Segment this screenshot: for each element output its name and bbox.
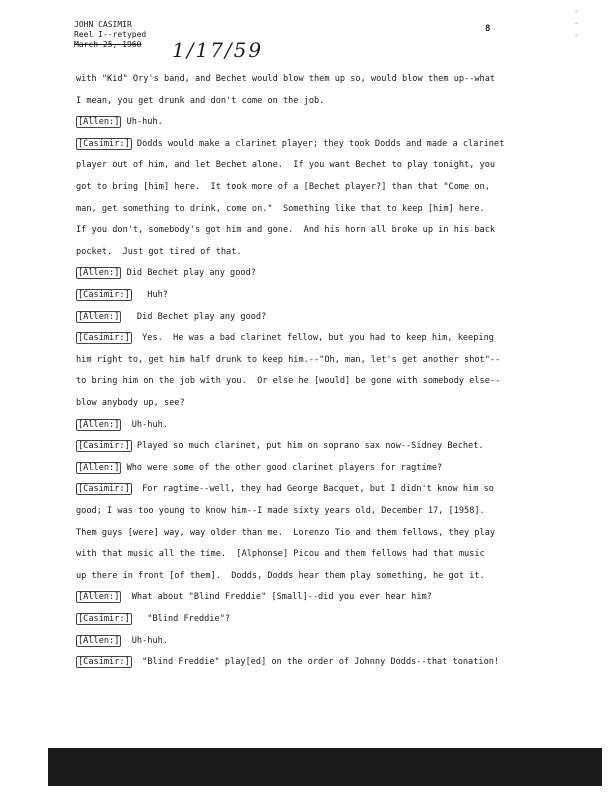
transcript-line: good; I was too young to know him--I made sixty years old, December 17, [1958]. [76, 506, 485, 516]
margin-mark: · · · [574, 8, 579, 40]
speaker-label: [Casimir:] [78, 614, 130, 624]
speech-text: Uh-huh. [121, 419, 168, 430]
speech-text: "Blind Freddie"? [131, 614, 231, 624]
transcript-line: him right to, get him half drunk to keep him.--"Oh, man, let's get another shot"-- [76, 354, 501, 365]
speaker-label: [Casimir:] [78, 441, 130, 452]
speech-text: "Blind Freddie" play[ed] on the order of Johnny Dodds--that tonation! [131, 657, 500, 668]
transcript-line: If you don't, somebody's got him and gone. And his horn all broke up in his back [76, 225, 496, 236]
speech-text: Yes. He was a bad clarinet fellow, but you had to keep him, keeping [131, 333, 494, 344]
speaker-label: [Allen:] [78, 462, 120, 473]
speech-text: Who were some of the other good clarinet players for ragtime? [121, 462, 443, 473]
reel-label: Reel I--retyped [74, 30, 147, 39]
interviewee-name: JOHN CASIMIR [74, 20, 132, 29]
handwritten-date: 1/17/59 [172, 38, 264, 62]
transcript-line: I mean, you get drunk and don't come on the job. [76, 95, 325, 106]
scan-footer-bar [48, 748, 602, 786]
transcript-line: with that music all the time. [Alphonse] Picou and them fellows had that music [76, 549, 485, 560]
speech-text: Huh? [131, 290, 168, 300]
speaker-label: [Allen:] [78, 635, 120, 646]
transcript-line [76, 484, 494, 495]
speech-text: Did Bechet play any good? [121, 311, 267, 322]
transcript-line [76, 592, 432, 603]
transcript-line [76, 117, 163, 128]
transcript-line [76, 614, 230, 625]
speech-text: Uh-huh. [121, 635, 168, 646]
speaker-label: [Casimir:] [78, 138, 130, 149]
speaker-label: [Casimir:] [78, 333, 130, 344]
speech-text: Played so much clarinet, put him on soprano sax now--Sidney Bechet. [131, 441, 484, 452]
page-number: 8 [485, 24, 491, 34]
speaker-label: [Allen:] [78, 419, 120, 430]
transcript-line [76, 312, 266, 323]
struck-date: March 25, 1960 [74, 40, 142, 49]
transcript-line: blow anybody up, see? [76, 398, 185, 408]
speaker-label: [Allen:] [78, 268, 120, 279]
speech-text: Uh-huh. [121, 117, 163, 128]
speaker-label: [Casimir:] [78, 657, 130, 668]
transcript-line: player out of him, and let Bechet alone. If you want Bechet to play tonight, you [76, 160, 496, 171]
transcript-line: got to bring [him] here. It took more of a [Bechet player?] than that "Come on, [76, 182, 490, 192]
transcript-line [76, 636, 168, 647]
speech-text: For ragtime--well, they had George Bacquet, but I didn't know him so [131, 484, 494, 495]
transcript-line [76, 268, 256, 279]
speaker-label: [Allen:] [78, 117, 120, 128]
transcript-line: Them guys [were] way, way older than me. Lorenzo Tio and them fellows, they play [76, 527, 496, 538]
speaker-label: [Casimir:] [78, 290, 130, 300]
speaker-label: [Allen:] [78, 311, 120, 322]
transcript-line: with "Kid" Ory's band, and Bechet would blow them up so, would blow them up--what [76, 74, 496, 84]
transcript-line: to bring him on the job with you. Or else he [would] be gone with somebody else-- [76, 376, 501, 387]
transcript-line: man, get something to drink, come on." Something like that to keep [him] here. [76, 203, 485, 214]
speech-text: Dodds would make a clarinet player; they took Dodds and made a clarinet [131, 138, 505, 149]
speaker-label: [Allen:] [78, 592, 120, 603]
transcript-line [76, 333, 494, 344]
transcript-line [76, 463, 442, 474]
transcript-line: pocket. Just got tired of that. [76, 246, 242, 257]
speech-text: Did Bechet play any good? [121, 268, 256, 279]
transcript-line [76, 420, 168, 431]
document-header [74, 20, 146, 50]
speech-text: What about "Blind Freddie" [Small]--did you ever hear him? [121, 592, 432, 603]
transcript-line: up there in front [of them]. Dodds, Dodds hear them play something, he got it. [76, 570, 485, 581]
transcript-line [76, 290, 168, 301]
transcript-line [76, 139, 504, 150]
speaker-label: [Casimir:] [78, 484, 130, 495]
transcript-line [76, 657, 499, 668]
transcript-line [76, 441, 484, 452]
